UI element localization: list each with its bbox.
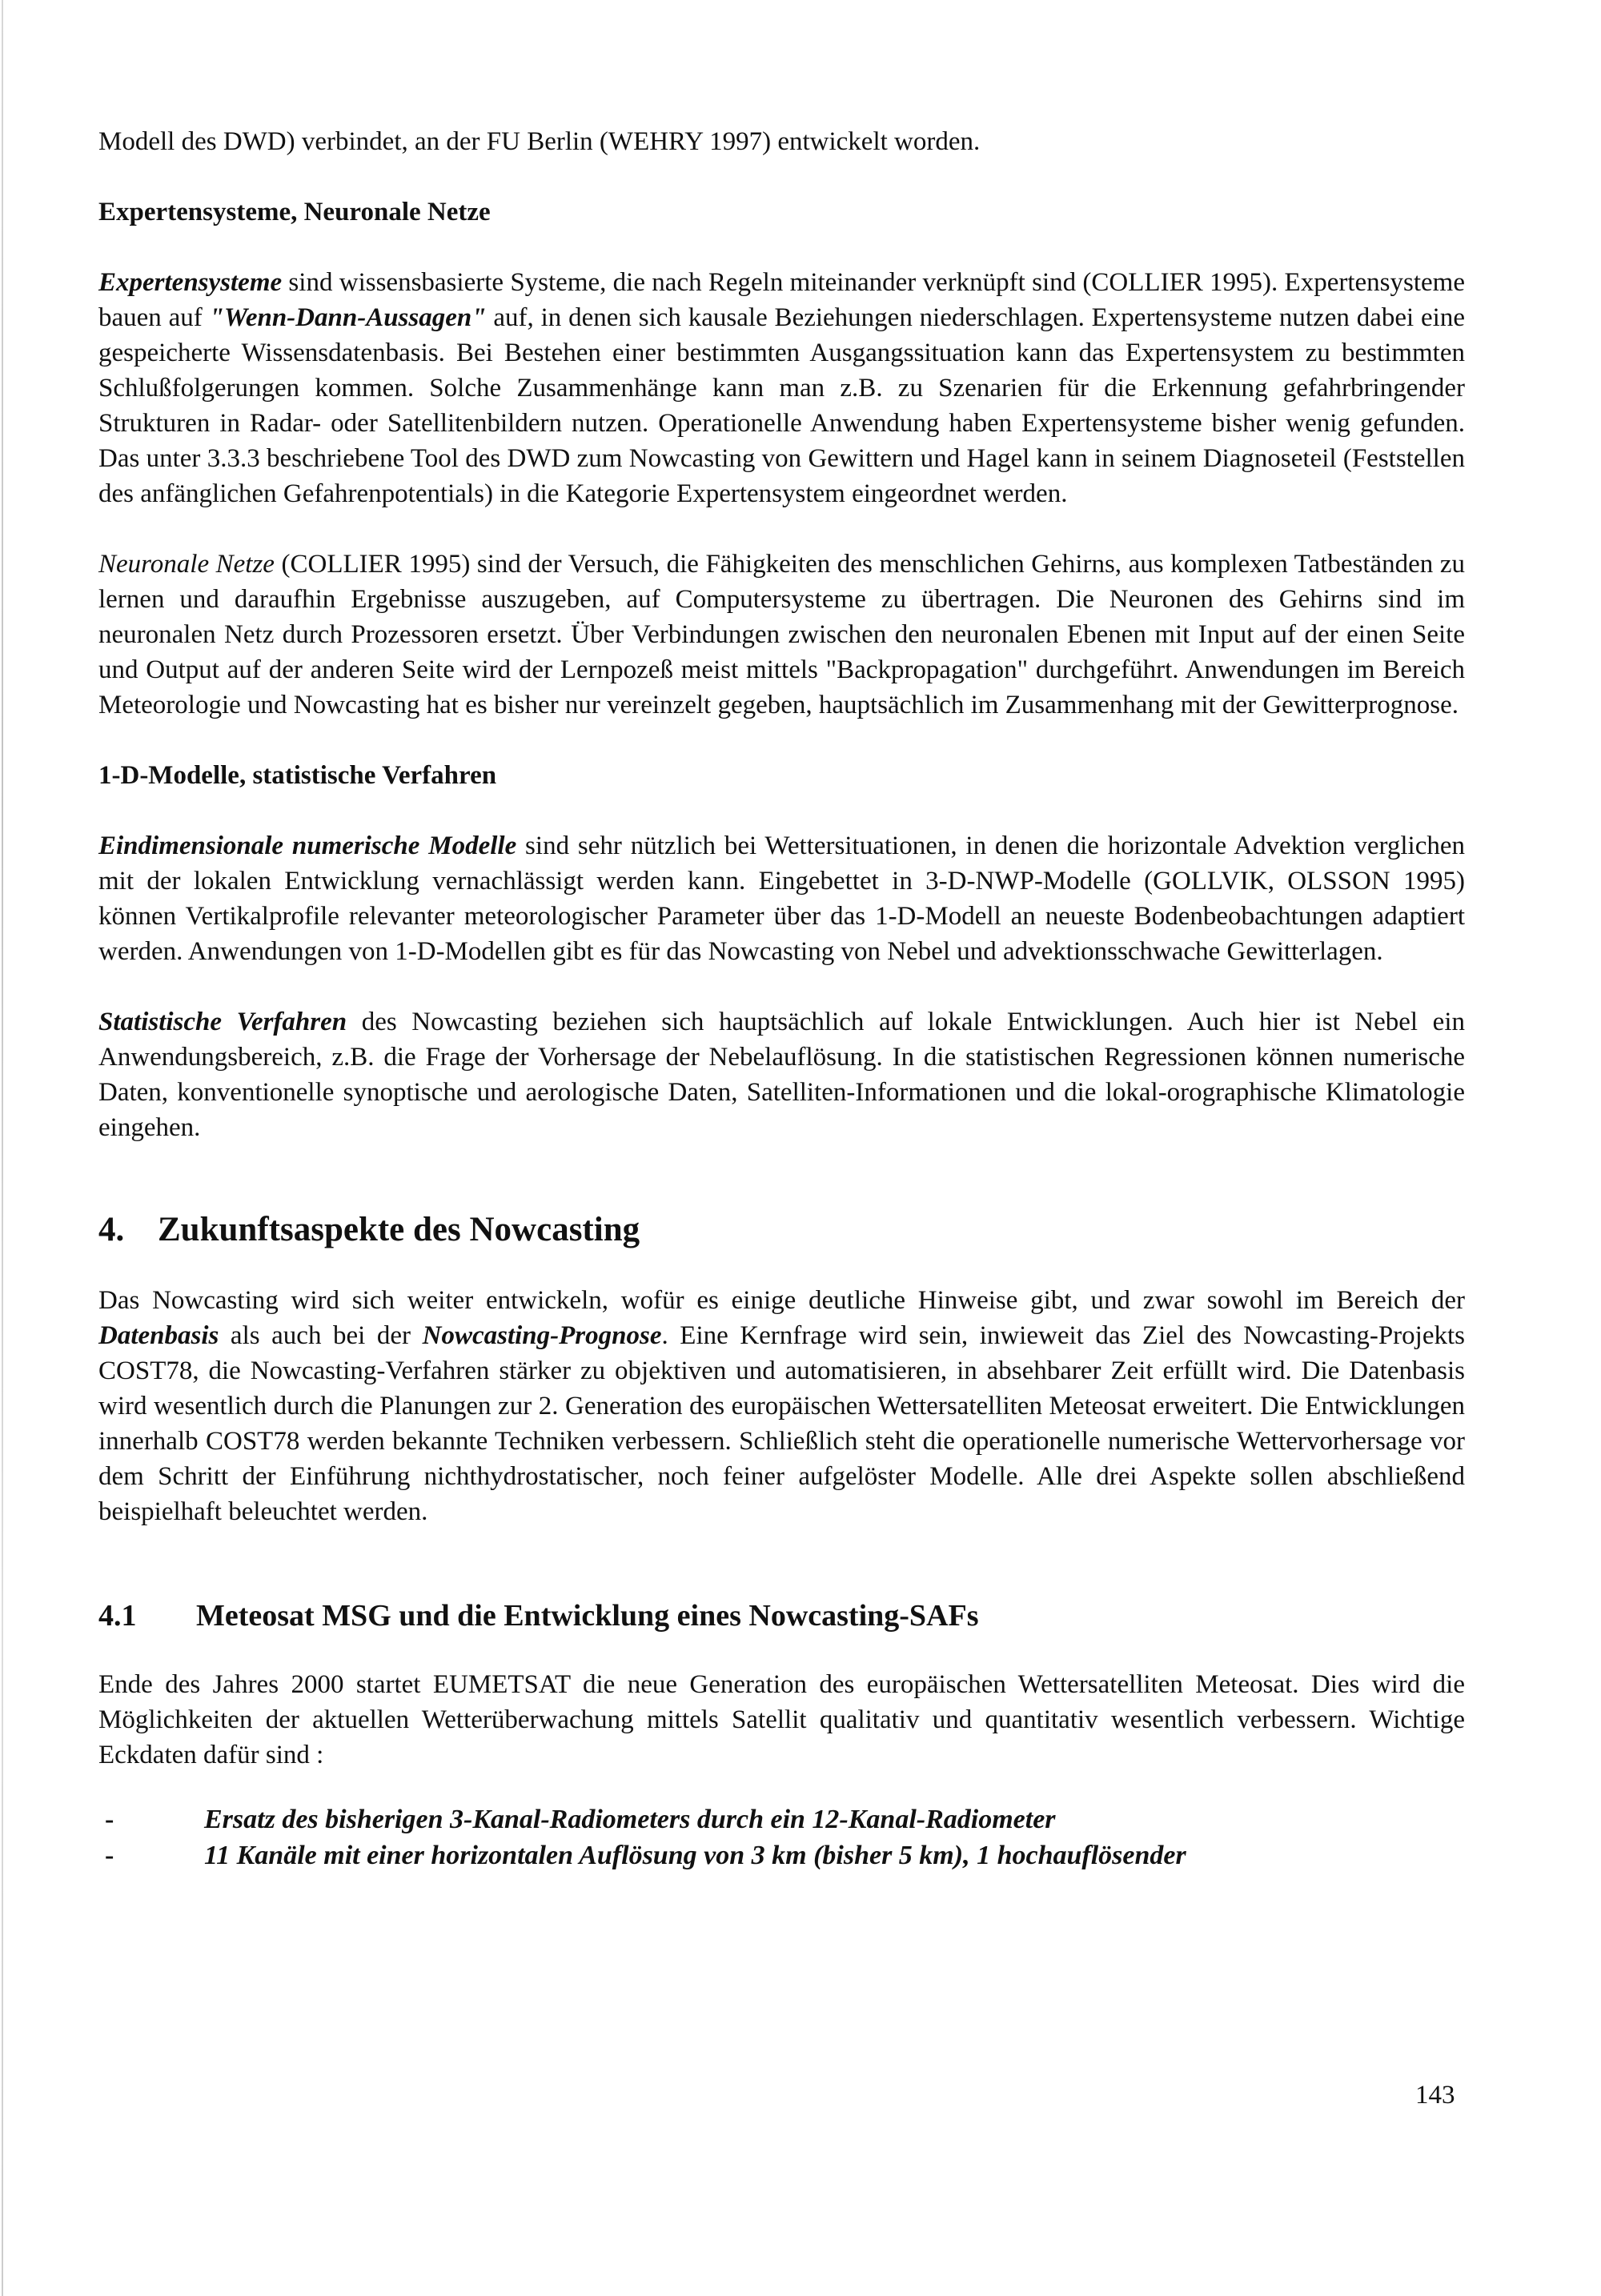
paragraph-expertensysteme — [98, 265, 1465, 511]
bullet-list — [98, 1801, 1465, 1873]
paragraph-statistische-verfahren — [98, 1004, 1465, 1145]
section-title: Meteosat MSG und die Entwicklung eines Nowcasting-SAFs — [196, 1599, 979, 1633]
term-neuronale-netze: Neuronale Netze — [98, 550, 275, 579]
term-nowcasting-prognose: Nowcasting-Prognose — [422, 1321, 662, 1350]
section-heading-4 — [98, 1209, 1465, 1251]
subheading-expertensysteme: Expertensysteme, Neuronale Netze — [98, 198, 491, 226]
paragraph-neuronale-netze — [98, 547, 1465, 723]
paragraph-text: als auch bei der — [219, 1321, 423, 1350]
paragraph-text: sind wissensbasierte Systeme, die nach Regeln miteinander verknüpft sind (COLLIER 1995). Expertensysteme bauen auf — [98, 268, 1465, 332]
paragraph-meteosat: Ende des Jahres 2000 startet EUMETSAT die neue Generation des europäischen Wettersatelliten Meteosat. Dies wird die Möglichkeiten der aktuellen Wetterüberwachung mittels Satellit qualitativ und quantitativ wesentlich verbessern. Wichtige Eckdaten dafür sind : — [98, 1670, 1465, 1769]
paragraph-text: (COLLIER 1995) sind der Versuch, die Fähigkeiten des menschlichen Gehirns, aus komplexen Tatbeständen zu lernen und daraufhin Ergebnisse auszugeben, auf Computersysteme zu übertragen. Die Neuronen des Gehirns sind im neuronalen Netz durch Prozessoren ersetzt. Über Verbindungen zwischen den neuronalen Ebenen mit Input auf der einen Seite und Output auf der anderen Seite wird der Lernpozeß meist mittels "Backpropagation" durchgeführt. Anwendungen im Bereich Meteorologie und Nowcasting hat es bisher nur vereinzelt gegeben, hauptsächlich im Zusammenhang mit der Gewitterprognose. — [98, 550, 1465, 719]
list-item — [98, 1801, 1465, 1837]
paragraph-text: . Eine Kernfrage wird sein, inwieweit das Ziel des Nowcasting-Projekts COST78, die Nowcasting-Verfahren stärker zu objektiven und automatisieren, in absehbarer Zeit erfüllt wird. Die Datenbasis wird wesentlich durch die Planungen zur 2. Generation des europäischen Wettersatelliten Meteosat erweitert. Die Entwicklungen innerhalb COST78 werden bekannte Techniken verbessern. Schließlich steht die operationelle numerische Wettervorhersage vor dem Schritt der Einführung nichthydrostatischer, noch feiner aufgelöster Modelle. Alle drei Aspekte sollen abschließend beispielhaft beleuchtet werden. — [98, 1321, 1465, 1526]
paragraph-text: des Nowcasting beziehen sich hauptsächlich auf lokale Entwicklungen. Auch hier ist Nebel ein Anwendungsbereich, z.B. die Frage der Vorhersage der Nebelauflösung. In die statistischen Regressionen können numerische Daten, konventionelle synoptische und aerologische Daten, Satelliten-Informationen und die lokal-orographische Klimatologie eingehen. — [98, 1008, 1465, 1142]
term-datenbasis: Datenbasis — [98, 1321, 219, 1350]
paragraph-text: Das Nowcasting wird sich weiter entwickeln, wofür es einige deutliche Hinweise gibt, und zwar sowohl im Bereich der — [98, 1286, 1465, 1315]
bullet-dash: - — [105, 1841, 114, 1870]
bullet-dash: - — [105, 1805, 114, 1834]
intro-line: Modell des DWD) verbindet, an der FU Berlin (WEHRY 1997) entwickelt worden. — [98, 127, 981, 156]
paragraph-text: auf, in denen sich kausale Beziehungen niederschlagen. Expertensysteme nutzen dabei eine gespeicherte Wissensdatenbasis. Bei Bestehen einer bestimmten Ausgangssituation kann das Expertensystem zu bestimmten Schlußfolgerungen kommen. Solche Zusammenhänge kann man z.B. zu Szenarien für die Erkennung gefahrbringender Strukturen in Radar- oder Satellitenbildern nutzen. Operationelle Anwendung haben Expertensysteme bisher wenig gefunden. Das unter 3.3.3 beschriebene Tool des DWD zum Nowcasting von Gewittern und Hagel kann in seinem Diagnoseteil (Feststellen des anfänglichen Gefahrenpotentials) in die Kategorie Expertensystem eingeordnet werden. — [98, 303, 1465, 508]
term-expertensysteme: Expertensysteme — [98, 268, 283, 297]
paragraph-eindimensionale-modelle — [98, 828, 1465, 969]
list-item — [98, 1837, 1465, 1873]
section-number: 4. — [98, 1211, 125, 1248]
bullet-text: 11 Kanäle mit einer horizontalen Auflösung von 3 km (bisher 5 km), 1 hochauflösender — [204, 1841, 1186, 1870]
paragraph-zukunftsaspekte — [98, 1283, 1465, 1529]
term-wenn-dann: "Wenn-Dann-Aussagen" — [209, 303, 487, 332]
term-eindimensionale-modelle: Eindimensionale numerische Modelle — [98, 831, 517, 860]
paragraph-text: sind sehr nützlich bei Wettersituationen, in denen die horizontale Advektion verglichen mit der lokalen Entwicklung vernachlässigt werden kann. Eingebettet in 3-D-NWP-Modelle (GOLLVIK, OLSSON 1995) können Vertikalprofile relevanter meteorologischer Parameter über das 1-D-Modell an neueste Bodenbeobachtungen adaptiert werden. Anwendungen von 1-D-Modellen gibt es für das Nowcasting von Nebel und advektionsschwache Gewitterlagen. — [98, 831, 1465, 966]
page-number: 143 — [1415, 2081, 1455, 2110]
section-number: 4.1 — [98, 1599, 137, 1633]
term-statistische-verfahren: Statistische Verfahren — [98, 1008, 347, 1036]
section-heading-4-1 — [98, 1597, 1465, 1635]
bullet-text: Ersatz des bisherigen 3-Kanal-Radiometers durch ein 12-Kanal-Radiometer — [204, 1805, 1056, 1834]
section-title: Zukunftsaspekte des Nowcasting — [158, 1211, 640, 1248]
subheading-1d-modelle: 1-D-Modelle, statistische Verfahren — [98, 761, 497, 790]
